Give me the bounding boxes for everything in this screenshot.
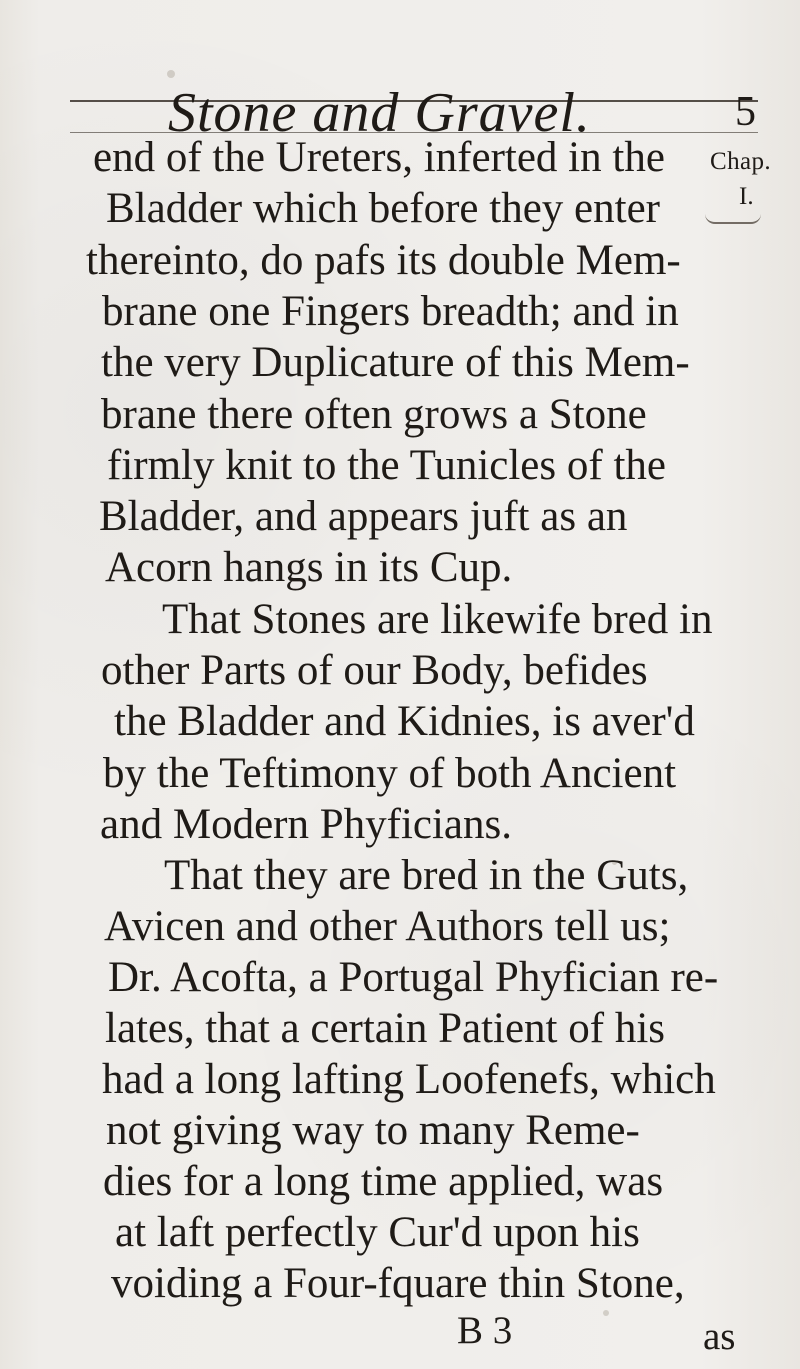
text-line-content: and Modern Phyficians. bbox=[100, 801, 513, 848]
text-line-content: other Parts of our Body, befides bbox=[101, 647, 648, 694]
text-line-content: Dr. Acofta, a Portugal Phyfician re- bbox=[108, 954, 719, 1001]
margin-chapter-number: I. bbox=[739, 183, 754, 210]
page-number: 5 bbox=[735, 89, 756, 135]
text-line-content: brane one Fingers breadth; and in bbox=[102, 288, 679, 335]
footer-line bbox=[0, 1308, 800, 1358]
text-line-content: Avicen and other Authors tell us; bbox=[104, 903, 671, 950]
text-line-content: voiding a Four-fquare thin Stone, bbox=[111, 1260, 685, 1307]
text-line-content: the Bladder and Kidnies, is aver'd bbox=[114, 698, 695, 745]
text-line-content: the very Duplicature of this Mem- bbox=[101, 339, 690, 386]
text-line-content: Acorn hangs in its Cup. bbox=[105, 544, 513, 591]
running-title: Stone and Gravel. bbox=[168, 82, 591, 144]
text-line-content: Bladder, and appears juft as an bbox=[99, 493, 628, 540]
text-line-content: lates, that a certain Patient of his bbox=[105, 1005, 666, 1052]
text-line-content: by the Teftimony of both Ancient bbox=[103, 750, 677, 797]
text-line-content: not giving way to many Reme- bbox=[106, 1107, 640, 1154]
text-line-content: Bladder which before they enter bbox=[106, 185, 660, 232]
text-line-content: end of the Ureters, inferted in the bbox=[93, 134, 665, 181]
text-line-content: That Stones are likewife bred in bbox=[162, 596, 713, 643]
margin-chapter-label: Chap. bbox=[710, 148, 772, 175]
text-line-content: dies for a long time applied, was bbox=[103, 1158, 664, 1205]
catchword: as bbox=[703, 1315, 736, 1358]
text-line-content: had a long lafting Loofenefs, which bbox=[102, 1056, 716, 1103]
text-line-content: thereinto, do pafs its double Mem- bbox=[86, 237, 681, 284]
text-line-content: firmly knit to the Tunicles of the bbox=[107, 442, 666, 489]
text-line-content: That they are bred in the Guts, bbox=[164, 852, 689, 899]
text-line-content: brane there often grows a Stone bbox=[101, 391, 647, 438]
text-line-content: at laft perfectly Cur'd upon his bbox=[115, 1209, 640, 1256]
signature-mark: B 3 bbox=[457, 1309, 513, 1352]
